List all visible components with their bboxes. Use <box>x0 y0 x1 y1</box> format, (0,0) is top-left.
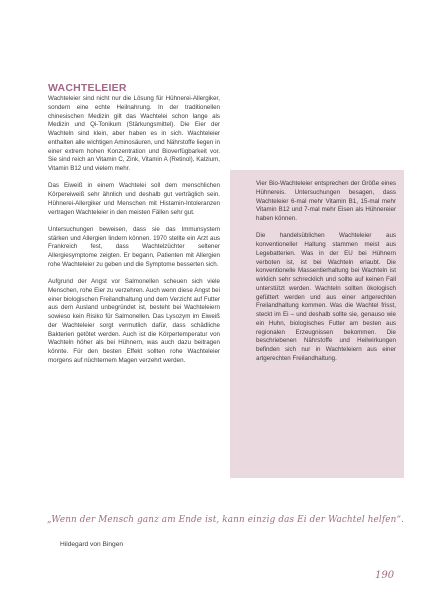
info-box-text <box>256 180 396 372</box>
quote-author: Hildegard von Bingen <box>60 541 124 548</box>
quote: „Wenn der Mensch ganz am Ende ist, kann einzig das Ei der Wachtel helfen“. <box>47 515 405 525</box>
paragraph: Aufgrund der Angst vor Salmonellen scheuen sich viele Menschen, rohe Eier zu verzehren. Auch wenn diese Angst bei einer biologischen Freilandhaltung und dem Verzicht auf Futter aus dem Ausland unbegründet ist, besteht bei Wachteleiern sowieso kein Risiko für Salmonellen. Das Lysozym im Eiweiß der Wachteleier sorgt vermutlich dafür, dass schädliche Bakterien getötet werden. Auch ist die Körpertemperatur von Wachteln höher als bei Hühnern, was auch dazu beitragen könnte. Für den besten Effekt sollten rohe Wachteleier morgens auf nüchternem Magen verzehrt werden. <box>48 278 220 364</box>
paragraph: Untersuchungen beweisen, dass sie das Immunsystem stärken und Allergien lindern können. 1970 stellte ein Arzt aus Frankreich fest, dass Wachtelzüchter seltener Allergiesymptome zeigten. Er begann, Patienten mit Allergien rohe Wachteleier zu geben und die Symptome besserten sich. <box>48 225 220 268</box>
info-box <box>230 170 404 478</box>
paragraph: Das Eiweiß in einem Wachtelei soll dem menschlichen Körpereiweiß sehr ähnlich und deshalb gut verträglich sein. Hühnerei-Allergiker und Menschen mit Histamin-Intoleranzen vertragen Wachteleier in den meisten Fällen sehr gut. <box>48 182 220 216</box>
paragraph: Die handelsüblichen Wachteleier aus konventioneller Haltung stammen meist aus Legebatterien. Was in der EU bei Hühnern verboten ist, ist bei Wachteln erlaubt. Die konventionelle Massentierhaltung bei Wachteln ist wirklich sehr schrecklich und sollte auf keinen Fall unterstützt werden. Wachteln sollten ökologisch gefüttert werden und aus einer artgerechten Freilandhaltung kommen. Was die Wachtel frisst, steckt im Ei – und deshalb sollte sie, genauso wie ein Huhn, biologisches Futter am besten aus regionalen Erzeugnissen bekommen. Die beschriebenen Nährstoffe und Heilwirkungen befinden sich nur in Wachteleiern aus einer artgerechten Freilandhaltung. <box>256 232 396 362</box>
page-number: 190 <box>375 570 395 581</box>
paragraph: Vier Bio-Wachteleier entsprechen der Größe eines Hühnereis. Untersuchungen besagen, dass Wachteleier 6-mal mehr Vitamin B1, 15-mal mehr Vitamin B12 und 7-mal mehr Eisen als Hühnereier haben können. <box>256 180 396 222</box>
paragraph: Wachteleier sind nicht nur die Lösung für Hühnerei-Allergiker, sondern eine echte Heilnahrung. In der traditionellen chinesischen Medizin gilt das Wachtelei schon lange als Medizin und Qi-Tonikum (Stärkungsmittel). Die Eier der Wachteln sind klein, aber haben es in sich. Wachteleier enthalten alle wichtigen Aminosäuren, und Nährstoffe liegen in einer extrem hohen Konzentration und Bioverfügbarkeit vor. Sie sind reich an Vitamin C, Zink, Vitamin A (Retinol), Kalzium, Vitamin B12 und vielem mehr. <box>48 95 220 172</box>
section-heading: WACHTELEIER <box>48 82 127 94</box>
left-column <box>48 95 220 374</box>
